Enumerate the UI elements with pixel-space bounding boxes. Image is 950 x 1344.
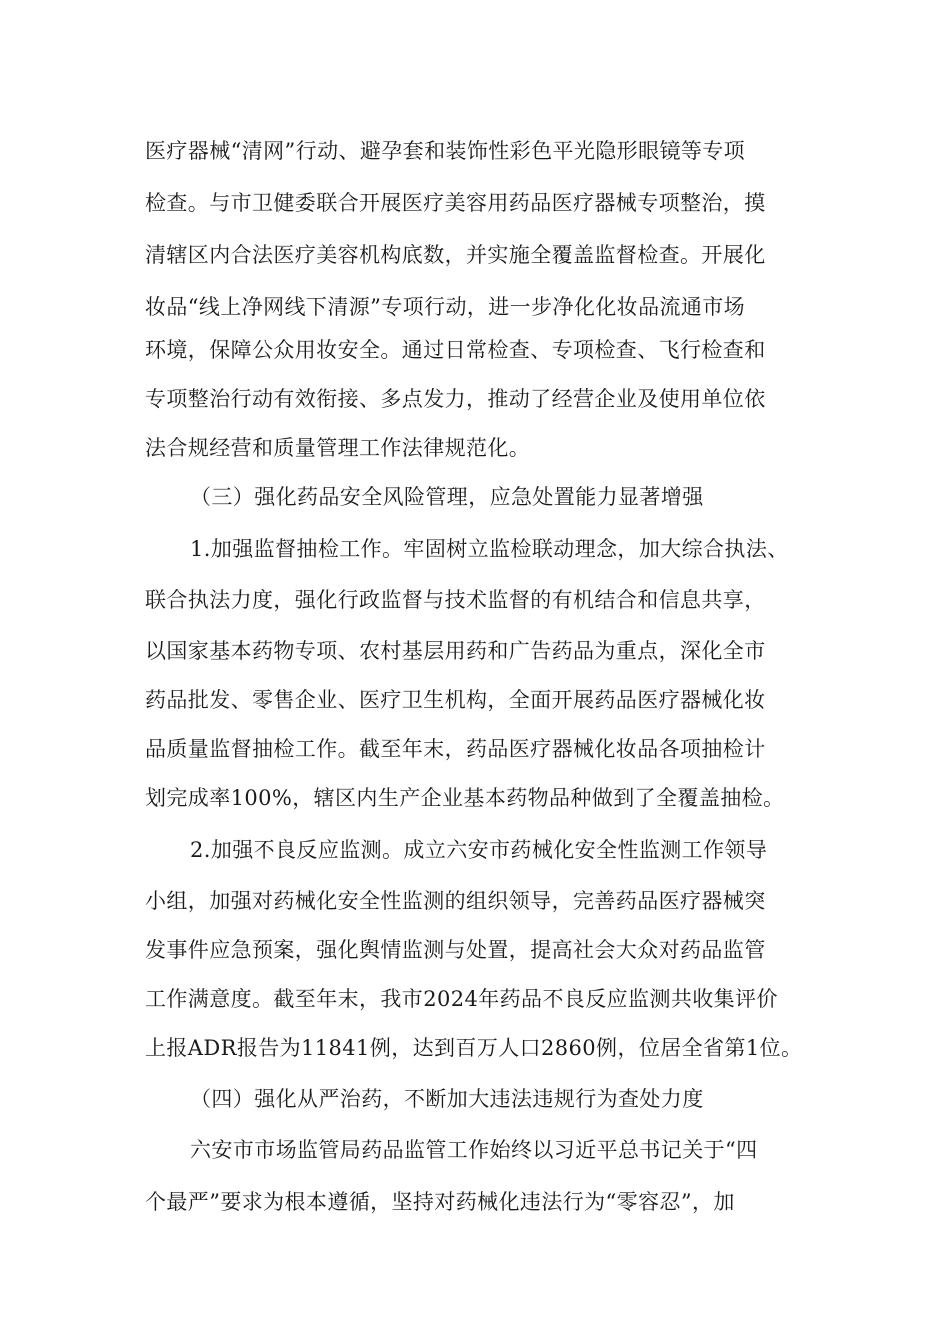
body-text-line: 妆品“线上净网线下清源”专项行动，进一步净化化妆品流通市场 <box>145 295 746 319</box>
body-text-line: 以国家基本药物专项、农村基层用药和广告药品为重点，深化全市 <box>145 639 766 663</box>
body-text-line: 药品批发、零售企业、医疗卫生机构，全面开展药品医疗器械化妆 <box>145 688 766 712</box>
body-text-line: 专项整治行动有效衔接、多点发力，推动了经营企业及使用单位依 <box>145 387 766 411</box>
section-heading-3: （三）强化药品安全风险管理，应急处置能力显著增强 <box>190 485 704 509</box>
body-text-line: 检查。与市卫健委联合开展医疗美容用药品医疗器械专项整治，摸 <box>145 191 766 215</box>
body-text-line: 发事件应急预案，强化舆情监测与处置，提高社会大众对药品监管 <box>145 938 766 962</box>
section-heading-4: （四）强化从严治药，不断加大违法违规行为查处力度 <box>190 1087 704 1111</box>
body-text-line: 2.加强不良反应监测。成立六安市药械化安全性监测工作领导 <box>190 838 768 862</box>
body-text-line: 小组，加强对药械化安全性监测的组织领导，完善药品医疗器械突 <box>145 889 766 913</box>
body-text-line: 环境，保障公众用妆安全。通过日常检查、专项检查、飞行检查和 <box>145 338 766 362</box>
body-text-line: 划完成率100%，辖区内生产企业基本药物品种做到了全覆盖抽检。 <box>145 786 785 810</box>
body-text-line: 联合执法力度，强化行政监督与技术监督的有机结合和信息共享， <box>145 588 766 612</box>
body-text-line: 医疗器械“清网”行动、避孕套和装饰性彩色平光隐形眼镜等专项 <box>145 139 746 163</box>
body-text-line: 1.加强监督抽检工作。牢固树立监检联动理念，加大综合执法、 <box>190 537 789 561</box>
body-text-line: 工作满意度。截至年末，我市2024年药品不良反应监测共收集评价 <box>145 987 778 1011</box>
body-text-line: 法合规经营和质量管理工作法律规范化。 <box>145 436 531 460</box>
body-text-line: 六安市市场监管局药品监管工作始终以习近平总书记关于“四 <box>190 1138 758 1162</box>
body-text-line: 清辖区内合法医疗美容机构底数，并实施全覆盖监督检查。开展化 <box>145 243 766 267</box>
body-text-line: 个最严”要求为根本遵循，坚持对药械化违法行为“零容忍”，加 <box>145 1190 735 1214</box>
body-text-line: 品质量监督抽检工作。截至年末，药品医疗器械化妆品各项抽检计 <box>145 737 766 761</box>
body-text-line: 上报ADR报告为11841例，达到百万人口2860例，位居全省第1位。 <box>145 1036 803 1060</box>
